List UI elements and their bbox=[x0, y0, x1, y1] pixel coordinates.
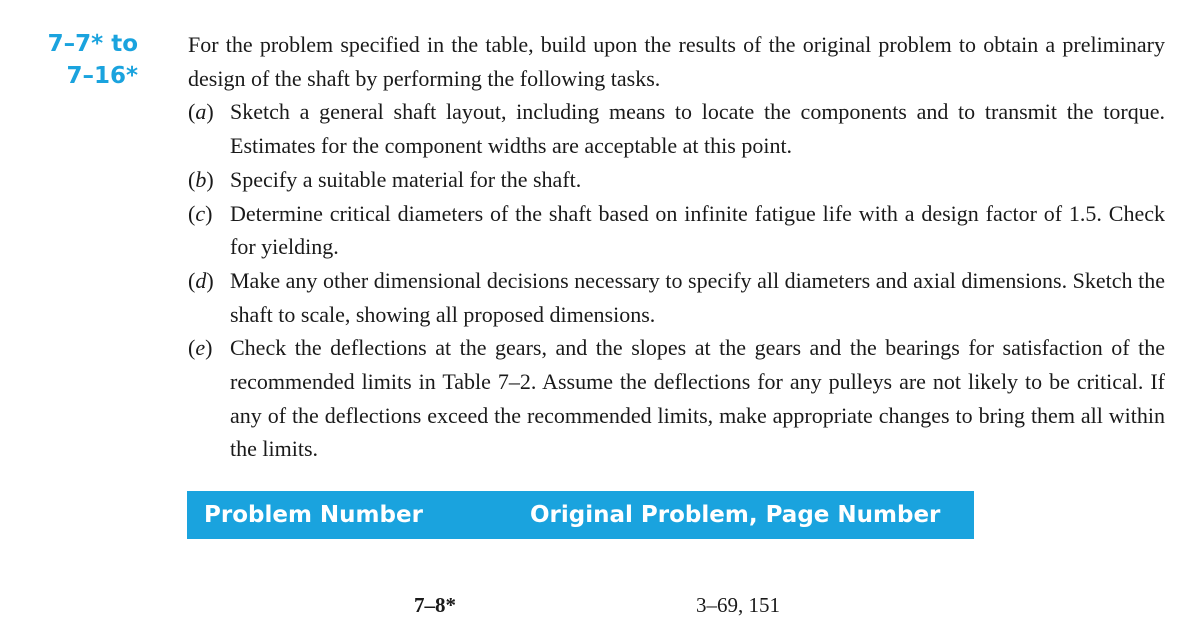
problem-range-line-2: 7–16* bbox=[66, 63, 138, 89]
column-header-original-problem: Original Problem, Page Number bbox=[530, 502, 941, 528]
task-text: Check the deflections at the gears, and the slopes at the gears and the bearings for satisfaction of the recommended limits in Table 7–2. Assume the deflections for any pulleys are not likely to be critical. If any of the deflections exceed the recommended limits, make appropriate changes to bring them all within the limits. bbox=[230, 335, 1165, 462]
problem-table bbox=[187, 491, 974, 617]
task-letter: (a) bbox=[188, 99, 214, 125]
problem-range-line-1: 7–7* to bbox=[47, 31, 138, 57]
problem-range-label bbox=[18, 28, 138, 92]
task-letter: (b) bbox=[188, 166, 214, 192]
task-text: Determine critical diameters of the shaft based on infinite fatigue life with a design factor of 1.5. Check for yielding. bbox=[230, 200, 1165, 260]
problem-intro: For the problem specified in the table, build upon the results of the original problem to obtain a preliminary design of the shaft by performing the following tasks. bbox=[188, 32, 1165, 91]
task-item-c bbox=[188, 197, 1165, 264]
task-text: Sketch a general shaft layout, including means to locate the components and to transmit the torque. Estimates for the component widths are acceptable at this point. bbox=[230, 99, 1165, 159]
task-letter: (c) bbox=[188, 200, 213, 226]
task-item-d bbox=[188, 264, 1165, 331]
problem-statement bbox=[188, 28, 1165, 466]
task-letter: (d) bbox=[188, 267, 214, 293]
task-letter: (e) bbox=[188, 335, 213, 361]
column-header-problem-number: Problem Number bbox=[204, 502, 423, 528]
cell-problem-number: 7–8* bbox=[414, 593, 456, 617]
cell-original-problem: 3–69, 151 bbox=[696, 593, 780, 617]
task-list bbox=[188, 95, 1165, 466]
table-header bbox=[187, 491, 974, 539]
task-item-a bbox=[188, 95, 1165, 162]
task-item-b bbox=[188, 163, 1165, 197]
task-text: Specify a suitable material for the shaft. bbox=[230, 166, 582, 192]
task-item-e bbox=[188, 331, 1165, 466]
table-row bbox=[187, 593, 974, 618]
task-text: Make any other dimensional decisions necessary to specify all diameters and axial dimensions. Sketch the shaft to scale, showing all proposed dimensions. bbox=[230, 267, 1165, 327]
